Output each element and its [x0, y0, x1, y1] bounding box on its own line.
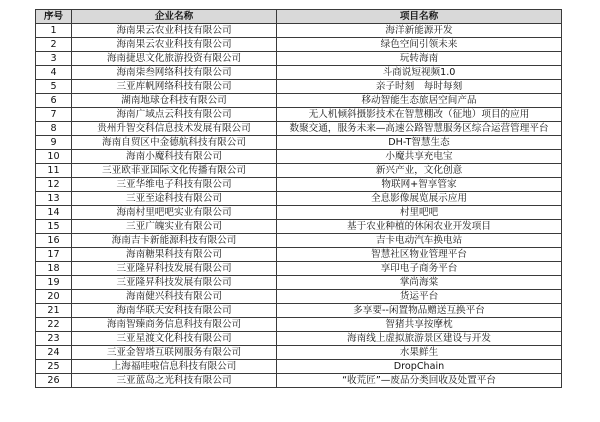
- row-index: 11: [36, 164, 72, 178]
- row-index: 19: [36, 276, 72, 290]
- row-index: 8: [36, 122, 72, 136]
- company-name: 湖南地球仓科技有限公司: [72, 94, 277, 108]
- table-row: [36, 94, 562, 108]
- company-name: 海南小魔科技有限公司: [72, 150, 277, 164]
- project-name: 小魔共享充电宝: [277, 150, 562, 164]
- row-index: 26: [36, 374, 72, 388]
- row-index: 23: [36, 332, 72, 346]
- company-name: 三亚隆昇科技发展有限公司: [72, 276, 277, 290]
- table-row: [36, 24, 562, 38]
- project-name: 村里吧吧: [277, 206, 562, 220]
- table-row: [36, 374, 562, 388]
- row-index: 6: [36, 94, 72, 108]
- company-name: 三亚华维电子科技有限公司: [72, 178, 277, 192]
- table-body: [36, 24, 562, 388]
- company-name: 三亚金智塔互联网服务有限公司: [72, 346, 277, 360]
- table-row: [36, 178, 562, 192]
- table-row: [36, 150, 562, 164]
- project-name: 多享要--闲置物品赠送互换平台: [277, 304, 562, 318]
- project-name: 水果鲜生: [277, 346, 562, 360]
- table-row: [36, 38, 562, 52]
- table-row: [36, 248, 562, 262]
- project-name: 吉卡电动汽车换电站: [277, 234, 562, 248]
- project-list: [35, 9, 561, 388]
- row-index: 20: [36, 290, 72, 304]
- row-index: 2: [36, 38, 72, 52]
- project-name: 全息影像展览展示应用: [277, 192, 562, 206]
- header-company: 企业名称: [72, 10, 277, 24]
- row-index: 21: [36, 304, 72, 318]
- project-name: 无人机倾斜摄影技术在智慧棚改（征地）项目的应用: [277, 108, 562, 122]
- company-name: 海南捷思文化旅游投资有限公司: [72, 52, 277, 66]
- project-name: 海洋新能源开发: [277, 24, 562, 38]
- table-row: [36, 346, 562, 360]
- project-table: [35, 9, 562, 388]
- header-project: 项目名称: [277, 10, 562, 24]
- company-name: 三亚广魄实业有限公司: [72, 220, 277, 234]
- project-name: 智猪共享按摩枕: [277, 318, 562, 332]
- table-row: [36, 122, 562, 136]
- company-name: 上海福哇啦信息科技有限公司: [72, 360, 277, 374]
- row-index: 16: [36, 234, 72, 248]
- project-name: 货运平台: [277, 290, 562, 304]
- table-row: [36, 262, 562, 276]
- table-row: [36, 136, 562, 150]
- project-name: 斗商说短视频1.0: [277, 66, 562, 80]
- project-name: DH-T智慧生态: [277, 136, 562, 150]
- company-name: 海南自贸区中金德航科技有限公司: [72, 136, 277, 150]
- company-name: 海南广域点云科技有限公司: [72, 108, 277, 122]
- project-name: 新兴产业，文化创意: [277, 164, 562, 178]
- table-row: [36, 66, 562, 80]
- project-name: “收荒匠”—废品分类回收及处置平台: [277, 374, 562, 388]
- row-index: 9: [36, 136, 72, 150]
- table-row: [36, 80, 562, 94]
- company-name: 海南糖果科技有限公司: [72, 248, 277, 262]
- table-row: [36, 304, 562, 318]
- row-index: 24: [36, 346, 72, 360]
- company-name: 三亚至途科技有限公司: [72, 192, 277, 206]
- company-name: 海南果云农业科技有限公司: [72, 24, 277, 38]
- company-name: 三亚蓝岛之光科技有限公司: [72, 374, 277, 388]
- company-name: 贵州升智交科信息技术发展有限公司: [72, 122, 277, 136]
- table-row: [36, 108, 562, 122]
- row-index: 18: [36, 262, 72, 276]
- row-index: 3: [36, 52, 72, 66]
- project-name: 数聚交通，服务未来—高速公路智慧服务区综合运营管理平台: [277, 122, 562, 136]
- company-name: 海南柒叁网络科技有限公司: [72, 66, 277, 80]
- row-index: 1: [36, 24, 72, 38]
- row-index: 4: [36, 66, 72, 80]
- company-name: 海南村里吧吧实业有限公司: [72, 206, 277, 220]
- header-index: 序号: [36, 10, 72, 24]
- company-name: 三亚隆昇科技发展有限公司: [72, 262, 277, 276]
- project-name: 享印电子商务平台: [277, 262, 562, 276]
- table-row: [36, 332, 562, 346]
- row-index: 10: [36, 150, 72, 164]
- project-name: 移动智能生态旅居空间产品: [277, 94, 562, 108]
- project-name: 智慧社区物业管理平台: [277, 248, 562, 262]
- company-name: 海南健兴科技有限公司: [72, 290, 277, 304]
- table-row: [36, 192, 562, 206]
- project-name: 基于农业种植的休闲农业开发项目: [277, 220, 562, 234]
- project-name: 玩转海南: [277, 52, 562, 66]
- row-index: 25: [36, 360, 72, 374]
- table-row: [36, 164, 562, 178]
- table-row: [36, 318, 562, 332]
- table-header-row: [36, 10, 562, 24]
- row-index: 13: [36, 192, 72, 206]
- table-row: [36, 360, 562, 374]
- company-name: 三亚库帆网络科技有限公司: [72, 80, 277, 94]
- table-row: [36, 206, 562, 220]
- table-row: [36, 276, 562, 290]
- project-name: 掌尚海棠: [277, 276, 562, 290]
- company-name: 三亚欧菲亚国际文化传播有限公司: [72, 164, 277, 178]
- project-name: 亲子时刻 每时每刻: [277, 80, 562, 94]
- row-index: 7: [36, 108, 72, 122]
- company-name: 三亚星渡文化科技有限公司: [72, 332, 277, 346]
- row-index: 17: [36, 248, 72, 262]
- table-row: [36, 290, 562, 304]
- project-name: 物联网+智享管家: [277, 178, 562, 192]
- company-name: 海南吉卡新能源科技有限公司: [72, 234, 277, 248]
- company-name: 海南华联天安科技有限公司: [72, 304, 277, 318]
- row-index: 22: [36, 318, 72, 332]
- project-name: 海南线上虚拟旅游景区建设与开发: [277, 332, 562, 346]
- project-name: DropChain: [277, 360, 562, 374]
- table-row: [36, 52, 562, 66]
- row-index: 15: [36, 220, 72, 234]
- company-name: 海南果云农业科技有限公司: [72, 38, 277, 52]
- row-index: 12: [36, 178, 72, 192]
- row-index: 5: [36, 80, 72, 94]
- table-row: [36, 234, 562, 248]
- project-name: 绿色空间引领未来: [277, 38, 562, 52]
- table-row: [36, 220, 562, 234]
- company-name: 海南智臻商务信息科技有限公司: [72, 318, 277, 332]
- row-index: 14: [36, 206, 72, 220]
